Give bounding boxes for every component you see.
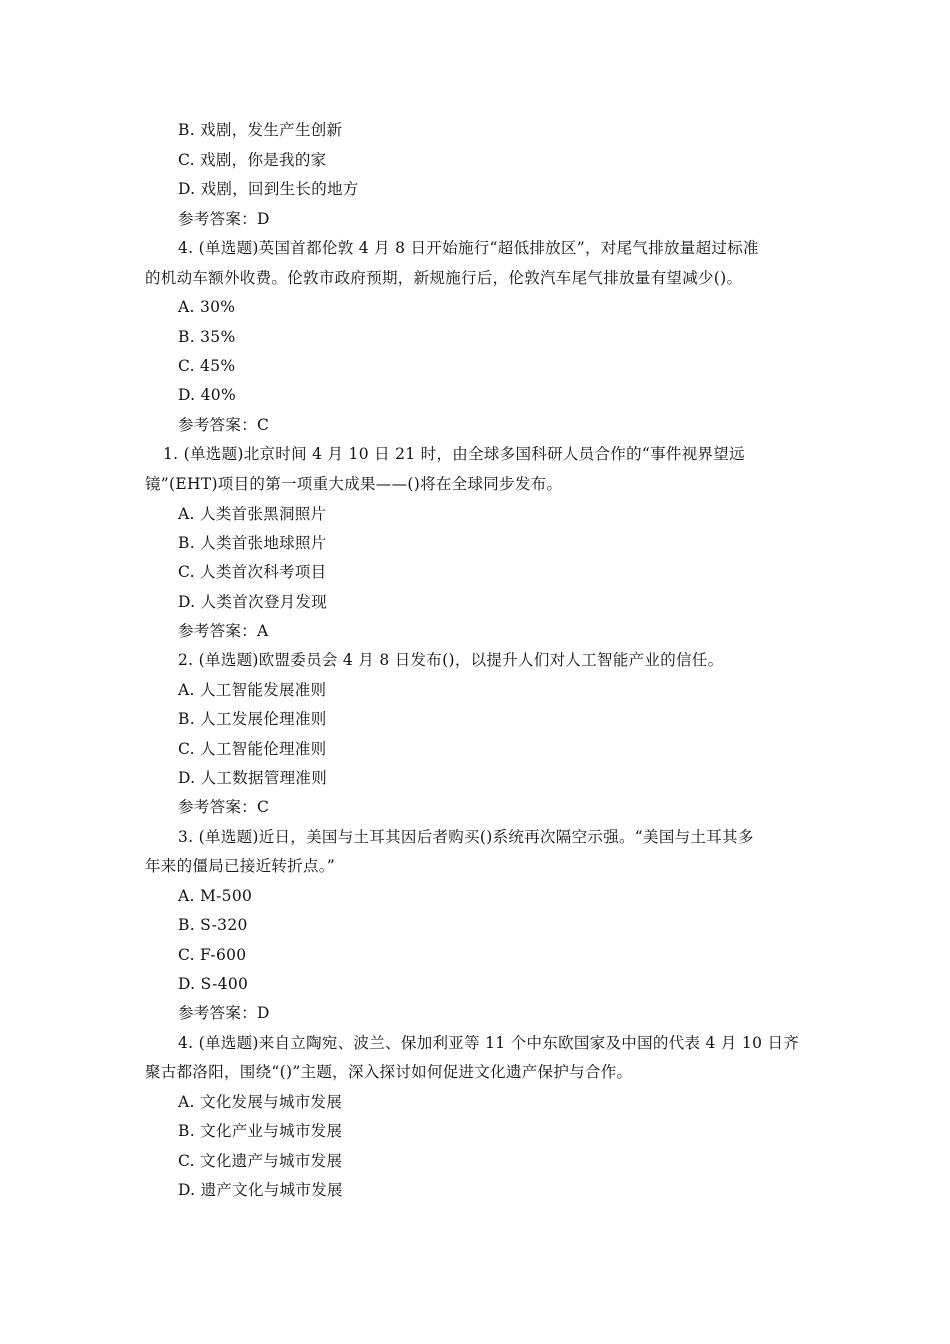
question-line: 1. (单选题)北京时间 4 月 10 日 21 时，由全球多国科研人员合作的“事件视界望远	[163, 445, 745, 463]
option-line: B. 35%	[178, 328, 236, 346]
question-line: 4. (单选题)来自立陶宛、波兰、保加利亚等 11 个中东欧国家及中国的代表 4 月 10 日齐	[178, 1034, 800, 1052]
option-line: B. 戏剧，发生产生创新	[178, 121, 343, 139]
answer-line: 参考答案：A	[178, 622, 269, 640]
question-continuation: 镜”(EHT)项目的第一项重大成果——()将在全球同步发布。	[145, 475, 563, 493]
option-line: D. 戏剧，回到生长的地方	[178, 180, 359, 198]
question-line: 3. (单选题)近日，美国与土耳其因后者购买()系统再次隔空示强。“美国与土耳其多	[178, 828, 754, 846]
option-line: C. 文化遗产与城市发展	[178, 1152, 343, 1170]
option-line: A. 人类首张黑洞照片	[178, 505, 327, 523]
option-line: D. 人类首次登月发现	[178, 593, 328, 611]
answer-line: 参考答案：C	[178, 416, 270, 434]
option-line: B. S-320	[178, 916, 248, 934]
answer-line: 参考答案：C	[178, 798, 270, 816]
option-line: C. 45%	[178, 357, 236, 375]
option-line: A. 人工智能发展准则	[178, 681, 327, 699]
answer-line: 参考答案：D	[178, 210, 270, 228]
option-line: D. 40%	[178, 386, 236, 404]
option-line: B. 人工发展伦理准则	[178, 710, 327, 728]
answer-line: 参考答案：D	[178, 1004, 270, 1022]
option-line: C. 人工智能伦理准则	[178, 740, 327, 758]
question-continuation: 聚古都洛阳，围绕“()”主题，深入探讨如何促进文化遗产保护与合作。	[145, 1063, 633, 1081]
option-line: D. 人工数据管理准则	[178, 769, 328, 787]
question-line: 4. (单选题)英国首都伦敦 4 月 8 日开始施行“超低排放区”，对尾气排放量超过标准	[178, 239, 759, 257]
option-line: C. 人类首次科考项目	[178, 563, 327, 581]
option-line: D. S-400	[178, 975, 249, 993]
question-continuation: 年来的僵局已接近转折点。”	[145, 857, 336, 875]
option-line: B. 文化产业与城市发展	[178, 1122, 343, 1140]
option-line: B. 人类首张地球照片	[178, 534, 327, 552]
option-line: C. 戏剧，你是我的家	[178, 151, 327, 169]
option-line: A. M-500	[178, 887, 253, 905]
option-line: A. 文化发展与城市发展	[178, 1093, 343, 1111]
question-line: 2. (单选题)欧盟委员会 4 月 8 日发布()，以提升人们对人工智能产业的信任。	[178, 651, 724, 669]
option-line: D. 遗产文化与城市发展	[178, 1181, 343, 1199]
question-continuation: 的机动车额外收费。伦敦市政府预期，新规施行后，伦敦汽车尾气排放量有望减少()。	[145, 269, 743, 287]
option-line: C. F-600	[178, 946, 247, 964]
option-line: A. 30%	[178, 298, 236, 316]
